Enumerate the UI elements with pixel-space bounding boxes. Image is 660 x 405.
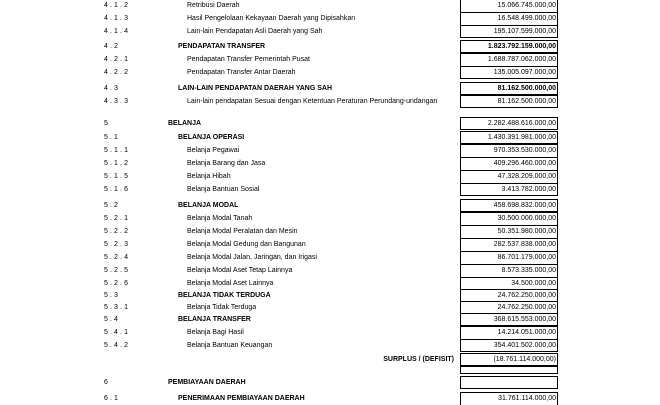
row-code: 5.3: [104, 292, 121, 299]
row-label: Belanja Tidak Terduga: [187, 304, 257, 311]
row-label: Belanja Bantuan Sosial: [187, 186, 260, 193]
row-code: 4.1.4: [104, 28, 131, 35]
row-code: 5.1.6: [104, 186, 131, 193]
row-code: 4.2.1: [104, 56, 131, 63]
row-value: 81.162.500.000,00: [497, 98, 556, 105]
row-label: Belanja Modal Aset Lainnya: [187, 280, 274, 287]
budget-row: [0, 212, 660, 225]
row-label: Belanja Bantuan Keuangan: [187, 342, 273, 349]
row-label: Belanja Hibah: [187, 173, 231, 180]
row-value: 409.296.460.000,00: [493, 160, 556, 167]
row-code: 4.2.2: [104, 69, 131, 76]
row-label: Retribusi Daerah: [187, 2, 240, 9]
budget-row: [0, 25, 660, 38]
row-label: PENERIMAAN PEMBIAYAAN DAERAH: [178, 395, 305, 402]
row-value: 34.500.000,00: [511, 280, 556, 287]
row-value: 31.761.114.000,00: [498, 395, 556, 402]
budget-row: [0, 238, 660, 251]
row-label: Belanja Modal Gedung dan Bangunan: [187, 241, 306, 248]
budget-row: [0, 66, 660, 79]
row-label: Pendapatan Transfer Antar Daerah: [187, 69, 296, 76]
row-value: 1.823.792.159.000,00: [487, 43, 556, 50]
row-label: Belanja Barang dan Jasa: [187, 160, 266, 167]
row-code: 4.3: [104, 85, 121, 92]
row-code: 5.2.2: [104, 228, 131, 235]
budget-row: [0, 157, 660, 170]
budget-row: [0, 40, 660, 53]
row-label: Lain-lain pendapatan Sesuai dengan Ketentuan Peraturan Perundang-undangan: [187, 98, 438, 105]
row-label: Belanja Modal Tanah: [187, 215, 253, 222]
budget-row: [0, 225, 660, 238]
budget-row: [0, 199, 660, 212]
row-code: 5.3.1: [104, 304, 131, 311]
row-label: Lain-lain Pendapatan Asli Daerah yang Sah: [187, 28, 323, 35]
row-code: 5.2: [104, 202, 121, 209]
surplus-value: (18.761.114.000,00): [493, 356, 556, 363]
row-code: 5.2.5: [104, 267, 131, 274]
row-code: 5.2.6: [104, 280, 131, 287]
row-value: 458.698.832.000,00: [493, 202, 556, 209]
budget-row: [0, 95, 660, 108]
row-value: 81.162.500.000,00: [497, 85, 556, 92]
row-code: 5.1.1: [104, 147, 131, 154]
row-value: 368.615.553.000,00: [493, 316, 556, 323]
row-code: 5: [104, 120, 110, 127]
row-value: 3.413.782.000,00: [501, 186, 556, 193]
row-value: 14.214.051.000,00: [497, 329, 556, 336]
row-code: 5.4.1: [104, 329, 131, 336]
row-code: 4.1.2: [104, 2, 131, 9]
budget-row: [0, 264, 660, 277]
row-value: 1.688.787.062.000,00: [487, 56, 556, 63]
budget-row: [0, 251, 660, 264]
row-code: 5.1.2: [104, 160, 131, 167]
row-value: 354.401.502.000,00: [493, 342, 556, 349]
row-label: BELANJA OPERASI: [178, 134, 245, 141]
row-value: 50.351.980.000,00: [497, 228, 556, 235]
row-value: 47.328.209.000,00: [497, 173, 556, 180]
surplus-row: [0, 353, 660, 366]
row-label: BELANJA TIDAK TERDUGA: [178, 292, 271, 299]
row-label: PEMBIAYAAN DAERAH: [168, 379, 246, 386]
row-label: BELANJA: [168, 120, 202, 127]
row-value: 24.762.250.000,00: [497, 292, 556, 299]
budget-row: [0, 183, 660, 196]
budget-row: [0, 170, 660, 183]
row-value: 16.548.499.000,00: [497, 15, 556, 22]
row-label: LAIN-LAIN PENDAPATAN DAERAH YANG SAH: [178, 85, 333, 92]
financing-row: [0, 392, 660, 405]
row-label: Pendapatan Transfer Pemerintah Pusat: [187, 56, 310, 63]
row-value: 30.500.000.000,00: [497, 215, 556, 222]
row-label: Belanja Modal Peralatan dan Mesin: [187, 228, 298, 235]
budget-row: [0, 53, 660, 66]
budget-row: [0, 0, 660, 12]
row-value: 15.066.745.000,00: [497, 2, 556, 9]
row-code: 5.1: [104, 134, 121, 141]
row-code: 4.2: [104, 43, 121, 50]
row-code: 4.1.3: [104, 15, 131, 22]
row-value: 1.430.391.981.000,00: [487, 134, 556, 141]
row-label: PENDAPATAN TRANSFER: [178, 43, 266, 50]
row-code: 5.2.1: [104, 215, 131, 222]
row-label: BELANJA TRANSFER: [178, 316, 251, 323]
budget-row: [0, 144, 660, 157]
row-value: 8.573.335.000,00: [501, 267, 556, 274]
row-value: 135.005.097.000,00: [493, 69, 556, 76]
row-code: 5.2.3: [104, 241, 131, 248]
row-label: Belanja Pegawai: [187, 147, 240, 154]
row-label: Belanja Modal Aset Tetap Lainnya: [187, 267, 293, 274]
budget-row: [0, 117, 660, 130]
budget-row: [0, 313, 660, 326]
surplus-label: SURPLUS / (DEFISIT): [383, 356, 454, 363]
budget-row: [0, 12, 660, 25]
row-label: BELANJA MODAL: [178, 202, 239, 209]
row-value: 282.537.838.000,00: [493, 241, 556, 248]
row-code: 4.3.3: [104, 98, 131, 105]
row-code: 6: [104, 379, 110, 386]
empty-cell: [460, 366, 558, 374]
row-value: 970.353.530.000,00: [493, 147, 556, 154]
row-code: 6.1: [104, 395, 121, 402]
row-code: 5.2.4: [104, 254, 131, 261]
budget-row: [0, 131, 660, 144]
row-value: 195.107.599.000,00: [493, 28, 556, 35]
row-label: Belanja Modal Jalan, Jaringan, dan Irigasi: [187, 254, 317, 261]
budget-row: [0, 326, 660, 339]
row-value: 2.282.488.616.000,00: [487, 120, 556, 127]
row-code: 5.4: [104, 316, 121, 323]
budget-row: [0, 82, 660, 95]
financing-row: [0, 376, 660, 389]
row-code: 5.4.2: [104, 342, 131, 349]
row-label: Hasil Pengelolaan Kekayaan Daerah yang Dipisahkan: [187, 15, 356, 22]
row-value: 24.762.250.000,00: [497, 304, 556, 311]
value-cell: [460, 376, 558, 389]
budget-row: [0, 339, 660, 352]
row-value: 86.701.179.000,00: [497, 254, 556, 261]
row-label: Belanja Bagi Hasil: [187, 329, 244, 336]
row-code: 5.1.5: [104, 173, 131, 180]
